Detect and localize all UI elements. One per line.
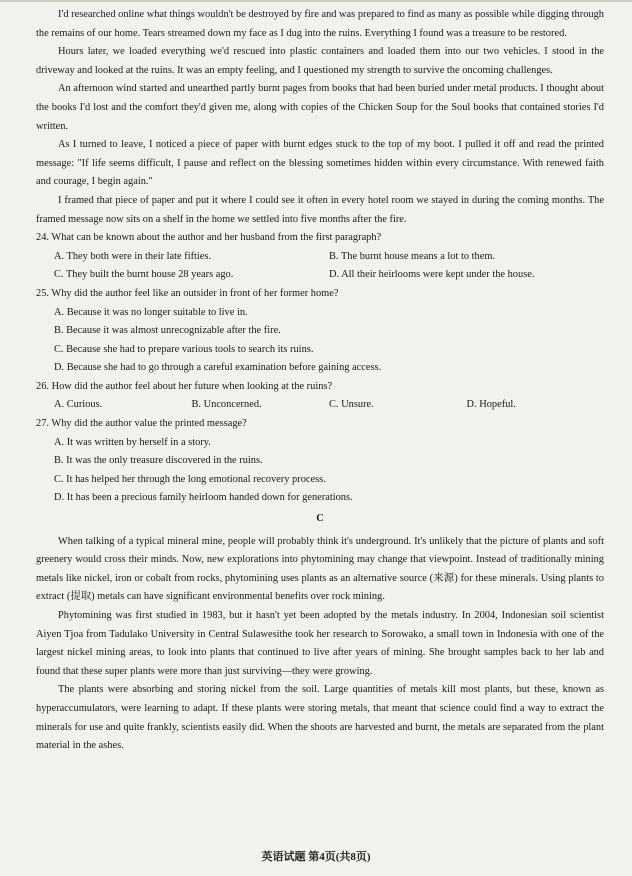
option-b: B. The burnt house means a lot to them. (329, 250, 496, 262)
paragraph: An afternoon wind started and unearthed partly burnt pages from books that had been buried under metal products. I thought about the books I'd lost and the comfort they'd given me, along with copies of the Chicken Soup for the Soul books that contained stories I'd written. (36, 83, 604, 132)
question-24 (36, 229, 604, 285)
section-heading: C (316, 513, 324, 525)
paragraph: Phytomining was first studied in 1983, but it hasn't yet been adopted by the metals industry. In 2004, Indonesian soil scientist Aiyen Tjoa from Tadulako University in Central Sulawesithe took her research to Sorowako, a small town in Indonesia with one of the largest nickel mining areas, to look into plants that continued to live after years of mining. She brought samples back to her lab and found that these super plants were more than just surviving—they were growing. (36, 610, 604, 677)
paragraph: I framed that piece of paper and put it where I could see it often in every hotel room we stayed in during the coming months. The framed message now sits on a shelf in the home we settled into five months after the fire. (36, 194, 604, 225)
option-a: A. They both were in their late fifties. (54, 250, 212, 262)
options (36, 396, 604, 415)
option-d: D. Because she had to go through a careful examination before gaining access. (54, 362, 382, 374)
paragraph: When talking of a typical mineral mine, people will probably think it's underground. It's unlikely that the picture of plants and soft greenery would cross their minds. Now, new explorations into phytomining may change that viewpoint. Instead of traditionally mining metals like nickel, iron or cobalt from rocks, phytomining uses plants as an alternative source (来源) for these minerals. Using plants to extract (提取) metals can have significant environmental benefits over rock mining. (36, 535, 604, 603)
option-d: D. It has been a precious family heirloom handed down for generations. (54, 492, 353, 504)
paragraph: Hours later, we loaded everything we'd rescued into plastic containers and loaded them into our two vehicles. I stood in the driveway and looked at the ruins. It was an empty feeling, and I questioned my strength to survive the oncoming challenges. (36, 46, 604, 76)
passage-b-continued (36, 6, 604, 229)
question-26 (36, 378, 604, 415)
paragraph: As I turned to leave, I noticed a piece of paper with burnt edges stuck to the top of my boot. I pulled it off and read the printed message: "If life seems difficult, I pause and reflect on the blessing sometimes hidden within every circumstance. With renewed faith and courage, I begin again." (36, 139, 604, 188)
option-a: A. Curious. (54, 399, 103, 411)
options (36, 248, 604, 285)
option-c: C. It has helped her through the long emotional recovery process. (54, 473, 326, 485)
question-25 (36, 285, 604, 378)
option-b: B. Because it was almost unrecognizable after the fire. (54, 325, 281, 337)
question-stem: 27. Why did the author value the printed message? (36, 418, 247, 430)
option-d: D. Hopeful. (466, 399, 516, 411)
question-stem: 24. What can be known about the author and her husband from the first paragraph? (36, 232, 382, 244)
option-a: A. Because it was no longer suitable to live in. (54, 306, 248, 318)
paragraph: The plants were absorbing and storing nickel from the soil. Large quantities of metals kill most plants, but these, known as hyperaccumulators, were learning to adapt. If these plants were storing metals, that meant that science could find a way to extract the minerals for use and quite frankly, scientists easily did. When the shoots are harvested and burnt, the metals are separated from the plant material in the ashes. (36, 684, 604, 752)
question-stem: 26. How did the author feel about her future when looking at the ruins? (36, 380, 333, 392)
option-c: C. Because she had to prepare various tools to search its ruins. (54, 343, 314, 355)
option-a: A. It was written by herself in a story. (54, 436, 211, 448)
option-c: C. They built the burnt house 28 years ago. (54, 269, 234, 281)
page-footer: 英语试题 第4页(共8页) (261, 851, 371, 863)
passage-c (36, 533, 604, 756)
question-stem: 25. Why did the author feel like an outsider in front of her former home? (36, 287, 339, 299)
question-27 (36, 415, 604, 508)
option-d: D. All their heirlooms were kept under the house. (329, 269, 535, 281)
paragraph: I'd researched online what things wouldn't be destroyed by fire and was prepared to find as many as possible while digging through the remains of our home. Tears streamed down my face as I dug into the ruins. Everything I found was a treasure to be restored. (36, 9, 604, 39)
option-c: C. Unsure. (329, 399, 374, 411)
option-b: B. Unconcerned. (191, 399, 262, 411)
option-b: B. It was the only treasure discovered in the ruins. (54, 455, 263, 467)
